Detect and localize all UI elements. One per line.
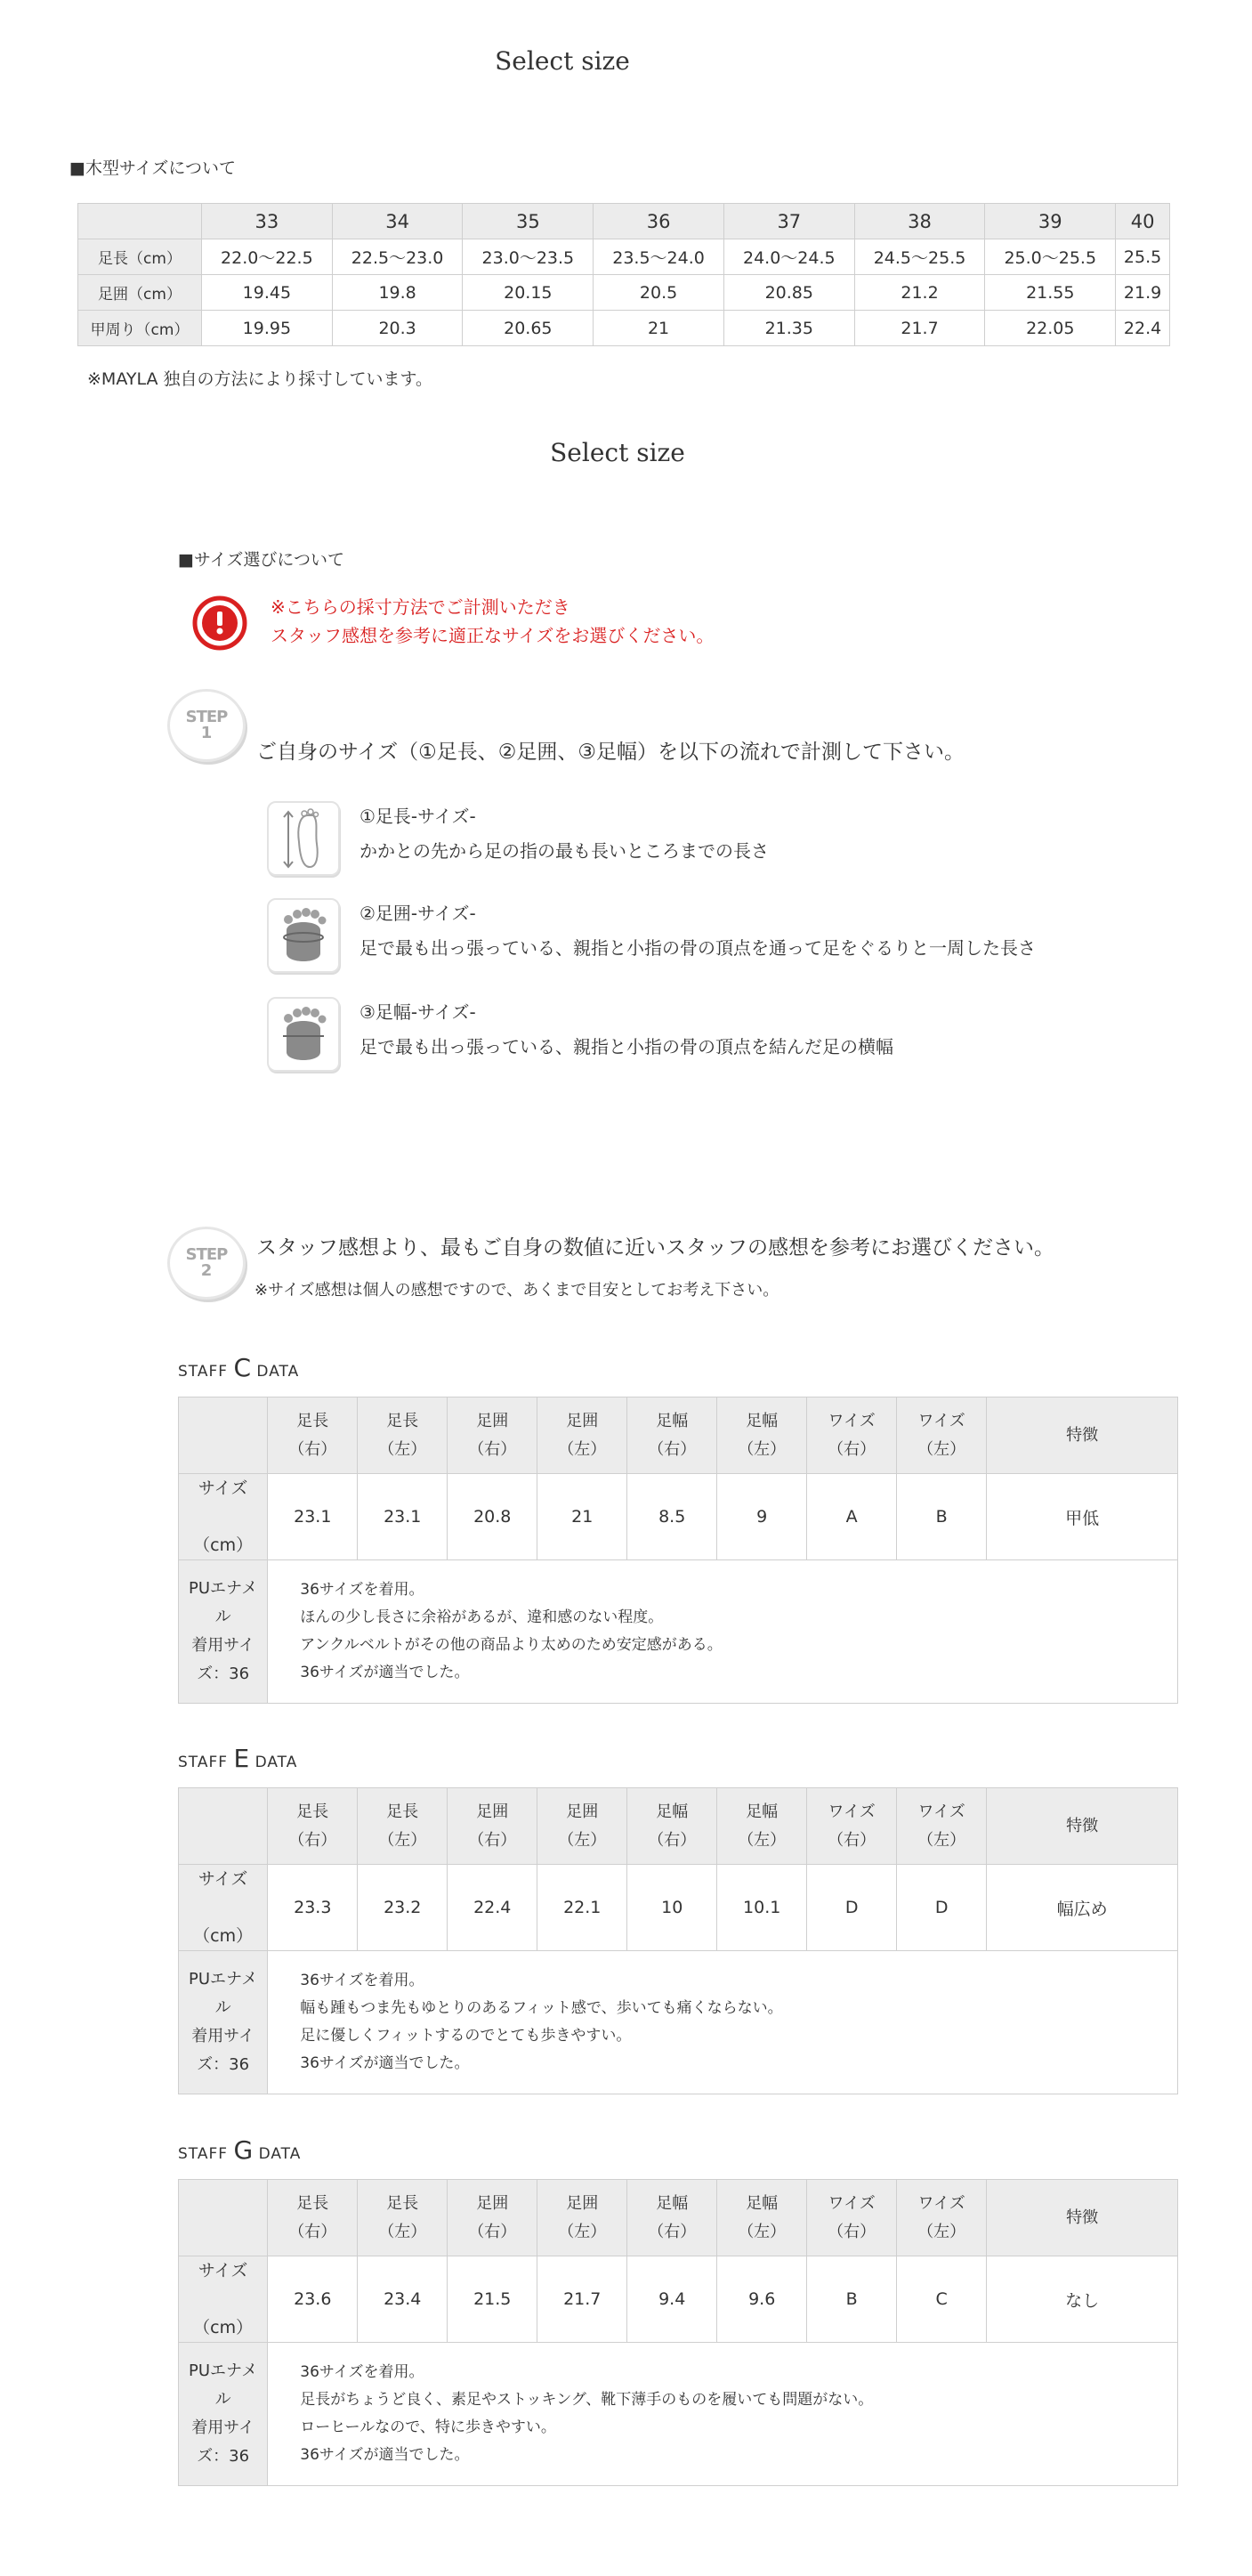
table-cell: 24.5〜25.5 — [854, 239, 985, 275]
row-header — [179, 1560, 268, 1704]
size-col-header: 36 — [594, 204, 724, 239]
col-side: （左） — [378, 2222, 427, 2241]
col-name: 足長 — [296, 2193, 329, 2213]
step2-heading: スタッフ感想より、最もご自身の数値に近いスタッフの感想を参考にお選びください。 — [256, 1236, 1054, 1260]
table-cell: 22.0〜22.5 — [202, 239, 333, 275]
row-header — [179, 1474, 268, 1560]
staff-letter: C — [233, 1353, 252, 1382]
staff-col-header — [897, 1397, 987, 1474]
feature-cell: 甲低 — [987, 1474, 1178, 1560]
staff-table-header-row — [179, 1397, 1178, 1474]
size-table-header-row — [78, 204, 1170, 239]
table-cell: 25.0〜25.5 — [985, 239, 1116, 275]
col-name: 足幅 — [656, 2193, 689, 2213]
row-head-line: ズ：36 — [197, 2447, 250, 2466]
col-side: （右） — [288, 1830, 337, 1850]
staff-comment — [268, 1951, 1178, 2094]
table-cell: 20.8 — [448, 1474, 537, 1560]
staff-prefix: STAFF — [178, 1363, 229, 1381]
staff-col-header — [358, 1397, 448, 1474]
table-cell: 20.5 — [594, 275, 724, 311]
wooden-size-note: ※MAYLA 独自の方法により採寸しています。 — [87, 369, 432, 389]
feature-header: 特徴 — [987, 2180, 1178, 2256]
col-side: （左） — [558, 1830, 607, 1850]
table-row — [179, 1560, 1178, 1704]
staff-col-header — [537, 1788, 627, 1865]
col-name: ワイズ — [917, 2193, 965, 2213]
table-cell: 22.4 — [1116, 311, 1170, 346]
staff-col-header — [448, 2180, 537, 2256]
table-cell: 21.2 — [854, 275, 985, 311]
staff-col-header — [268, 1397, 358, 1474]
exclamation-circle-icon — [190, 594, 249, 652]
row-head-line: 着用サイ — [191, 2027, 255, 2045]
staff-prefix: STAFF — [178, 2145, 229, 2163]
table-cell: 22.4 — [448, 1865, 537, 1951]
col-name: ワイズ — [828, 2193, 876, 2213]
size-col-header: 38 — [854, 204, 985, 239]
table-cell: 20.3 — [332, 311, 463, 346]
staff-table-corner — [179, 1397, 268, 1474]
staff-table-corner — [179, 2180, 268, 2256]
table-cell: 21 — [537, 1474, 627, 1560]
table-cell: 23.4 — [358, 2256, 448, 2343]
size-col-header: 37 — [723, 204, 854, 239]
table-cell: 23.2 — [358, 1865, 448, 1951]
page-title: Select size — [495, 46, 630, 76]
row-header — [179, 1951, 268, 2094]
table-row — [179, 1474, 1178, 1560]
comment-line: アンクルベルトがその他の商品より太めのため安定感がある。 — [300, 1636, 723, 1654]
staff-table — [178, 1787, 1178, 2094]
col-name: 足囲 — [476, 1411, 509, 1430]
row-head-line: PUエナメ — [188, 2361, 258, 2380]
row-head-line: （cm） — [193, 1535, 254, 1555]
col-side: （左） — [378, 1830, 427, 1850]
col-side: （右） — [468, 1830, 517, 1850]
table-cell: A — [807, 1474, 897, 1560]
size-col-header: 40 — [1116, 204, 1170, 239]
row-head-line: （cm） — [193, 1926, 254, 1946]
col-side: （右） — [468, 1439, 517, 1459]
row-header — [179, 2343, 268, 2486]
col-side: （右） — [288, 1439, 337, 1459]
col-side: （左） — [558, 1439, 607, 1459]
table-row — [179, 2256, 1178, 2343]
col-side: （右） — [648, 2222, 697, 2241]
col-side: （右） — [648, 1830, 697, 1850]
staff-table-header-row — [179, 2180, 1178, 2256]
staff-table-corner — [179, 1788, 268, 1865]
staff-col-header — [448, 1397, 537, 1474]
col-side: （右） — [828, 2222, 876, 2241]
measure-desc: 足で最も出っ張っている、親指と小指の骨の頂点を通って足をぐるりと一周した長さ — [359, 937, 1036, 959]
table-row — [179, 1951, 1178, 2094]
table-cell: 25.5 — [1116, 239, 1170, 275]
row-header: 足囲（cm） — [78, 275, 202, 311]
step-badge-number: 2 — [200, 1261, 213, 1280]
row-head-line: サイズ — [198, 1869, 248, 1889]
col-name: 足囲 — [566, 1411, 599, 1430]
staff-col-header — [448, 1788, 537, 1865]
row-head-line: ル — [214, 1608, 231, 1626]
comment-line: 幅も踵もつま先もゆとりのあるフィット感で、歩いても痛くならない。 — [300, 1999, 783, 2017]
comment-line: ローヒールなので、特に歩きやすい。 — [300, 2418, 556, 2436]
staff-col-header — [627, 2180, 717, 2256]
step1-badge — [167, 689, 246, 762]
staff-col-header — [717, 2180, 807, 2256]
comment-line: 36サイズが適当でした。 — [300, 1664, 470, 1681]
wooden-size-label: ■木型サイズについて — [69, 158, 237, 178]
feature-header: 特徴 — [987, 1788, 1178, 1865]
row-head-line: ズ：36 — [197, 1665, 250, 1683]
table-cell: 23.1 — [358, 1474, 448, 1560]
col-name: ワイズ — [828, 1411, 876, 1430]
table-cell: B — [897, 1474, 987, 1560]
wooden-size-table — [77, 203, 1170, 346]
table-cell: 22.1 — [537, 1865, 627, 1951]
table-cell: 9.6 — [717, 2256, 807, 2343]
row-head-line: （cm） — [193, 2318, 254, 2337]
table-cell: 20.65 — [463, 311, 594, 346]
table-cell: 21.7 — [537, 2256, 627, 2343]
col-name: ワイズ — [917, 1802, 965, 1821]
measure-title: ③足幅-サイズ- — [359, 1001, 476, 1023]
alert-message — [271, 593, 714, 650]
staff-label — [178, 1744, 297, 1773]
table-cell: 23.5〜24.0 — [594, 239, 724, 275]
staff-col-header — [627, 1788, 717, 1865]
col-side: （右） — [288, 2222, 337, 2241]
table-cell: 10 — [627, 1865, 717, 1951]
comment-line: 36サイズを着用。 — [300, 2363, 424, 2381]
row-head-line: PUエナメ — [188, 1970, 258, 1989]
col-name: 足囲 — [476, 1802, 509, 1821]
staff-col-header — [537, 1397, 627, 1474]
staff-suffix: DATA — [258, 2145, 302, 2163]
staff-letter: G — [233, 2135, 254, 2165]
table-cell: C — [897, 2256, 987, 2343]
staff-table — [178, 1397, 1178, 1704]
alert-line: スタッフ感想を参考に適正なサイズをお選びください。 — [271, 625, 715, 646]
size-col-header: 33 — [202, 204, 333, 239]
comment-line: 36サイズが適当でした。 — [300, 2054, 470, 2072]
row-head-line: ズ：36 — [197, 2055, 250, 2074]
staff-col-header — [358, 1788, 448, 1865]
foot-girth-icon — [267, 898, 340, 973]
row-head-line: サイズ — [198, 2261, 248, 2280]
table-cell: 23.3 — [268, 1865, 358, 1951]
staff-table — [178, 2179, 1178, 2486]
table-cell: 9 — [717, 1474, 807, 1560]
staff-col-header — [627, 1397, 717, 1474]
row-header: 足長（cm） — [78, 239, 202, 275]
size-table-corner — [78, 204, 202, 239]
row-header: 甲周り（cm） — [78, 311, 202, 346]
table-row — [179, 1865, 1178, 1951]
staff-letter: E — [233, 1744, 250, 1773]
col-name: 足幅 — [746, 2193, 779, 2213]
row-head-line: ル — [214, 2390, 231, 2409]
staff-col-header — [268, 2180, 358, 2256]
feature-header: 特徴 — [987, 1397, 1178, 1474]
col-side: （右） — [828, 1830, 876, 1850]
staff-col-header — [897, 1788, 987, 1865]
measure-desc: 足で最も出っ張っている、親指と小指の骨の頂点を結んだ足の横幅 — [359, 1036, 893, 1057]
col-name: ワイズ — [828, 1802, 876, 1821]
table-cell: 21 — [594, 311, 724, 346]
col-name: 足囲 — [566, 2193, 599, 2213]
row-head-line: サイズ — [198, 1478, 248, 1498]
row-head-line: 着用サイ — [191, 2418, 255, 2437]
table-cell: 21.5 — [448, 2256, 537, 2343]
col-name: 足長 — [386, 1802, 419, 1821]
row-header — [179, 2256, 268, 2343]
row-head-line: ル — [214, 1998, 231, 2017]
step-badge-number: 1 — [200, 724, 213, 742]
feature-cell: なし — [987, 2256, 1178, 2343]
staff-prefix: STAFF — [178, 1754, 229, 1771]
col-side: （左） — [738, 1439, 787, 1459]
table-cell: 23.0〜23.5 — [463, 239, 594, 275]
step1-heading: ご自身のサイズ（①足長、②足囲、③足幅）を以下の流れで計測して下さい。 — [256, 741, 965, 764]
table-cell: 19.45 — [202, 275, 333, 311]
staff-suffix: DATA — [254, 1754, 298, 1771]
col-name: 足囲 — [476, 2193, 509, 2213]
comment-line: 36サイズを着用。 — [300, 1972, 424, 1989]
measure-title: ②足囲-サイズ- — [359, 903, 476, 924]
staff-col-header — [358, 2180, 448, 2256]
col-name: ワイズ — [917, 1411, 965, 1430]
table-cell: B — [807, 2256, 897, 2343]
col-side: （右） — [648, 1439, 697, 1459]
staff-col-header — [717, 1397, 807, 1474]
measure-title: ①足長-サイズ- — [359, 806, 476, 827]
table-cell: 19.8 — [332, 275, 463, 311]
col-name: 足幅 — [746, 1802, 779, 1821]
size-col-header: 35 — [463, 204, 594, 239]
table-cell: 22.05 — [985, 311, 1116, 346]
table-row — [78, 239, 1170, 275]
table-cell: 21.35 — [723, 311, 854, 346]
table-cell: 22.5〜23.0 — [332, 239, 463, 275]
comment-line: 36サイズが適当でした。 — [300, 2446, 470, 2464]
section-title: Select size — [550, 438, 685, 467]
table-cell: 21.55 — [985, 275, 1116, 311]
staff-col-header — [268, 1788, 358, 1865]
staff-comment — [268, 1560, 1178, 1704]
table-cell: 20.85 — [723, 275, 854, 311]
comment-line: 足に優しくフィットするのでとても歩きやすい。 — [300, 2027, 632, 2045]
col-name: 足囲 — [566, 1802, 599, 1821]
table-cell: D — [897, 1865, 987, 1951]
col-name: 足長 — [386, 2193, 419, 2213]
step-badge-text: STEP — [185, 708, 228, 726]
comment-line: 足長がちょうど良く、素足やストッキング、靴下薄手のものを履いても問題がない。 — [300, 2391, 874, 2409]
step-badge-text: STEP — [185, 1245, 228, 1264]
col-name: 足幅 — [746, 1411, 779, 1430]
col-name: 足長 — [386, 1411, 419, 1430]
feature-cell: 幅広め — [987, 1865, 1178, 1951]
size-col-header: 39 — [985, 204, 1116, 239]
alert-line: ※こちらの採寸方法でご計測いただき — [271, 596, 570, 618]
table-cell: 24.0〜24.5 — [723, 239, 854, 275]
table-cell: 10.1 — [717, 1865, 807, 1951]
staff-col-header — [537, 2180, 627, 2256]
size-guide-label: ■サイズ選びについて — [178, 550, 345, 570]
col-side: （右） — [468, 2222, 517, 2241]
col-name: 足長 — [296, 1802, 329, 1821]
table-cell: 20.15 — [463, 275, 594, 311]
row-head-line: 着用サイ — [191, 1636, 255, 1655]
comment-line: ほんの少し長さに余裕があるが、違和感のない程度。 — [300, 1608, 664, 1626]
staff-table-header-row — [179, 1788, 1178, 1865]
size-col-header: 34 — [332, 204, 463, 239]
staff-col-header — [807, 2180, 897, 2256]
table-row — [78, 275, 1170, 311]
foot-length-icon — [267, 801, 340, 876]
table-cell: 19.95 — [202, 311, 333, 346]
table-cell: 21.7 — [854, 311, 985, 346]
col-name: 足幅 — [656, 1411, 689, 1430]
table-cell: 23.6 — [268, 2256, 358, 2343]
col-name: 足長 — [296, 1411, 329, 1430]
table-cell: 21.9 — [1116, 275, 1170, 311]
col-side: （左） — [917, 2222, 966, 2241]
col-side: （左） — [378, 1439, 427, 1459]
measure-desc: かかとの先から足の指の最も長いところまでの長さ — [359, 840, 769, 862]
staff-col-header — [717, 1788, 807, 1865]
table-cell: D — [807, 1865, 897, 1951]
col-side: （左） — [917, 1830, 966, 1850]
step2-note: ※サイズ感想は個人の感想ですので、あくまで目安としてお考え下さい。 — [254, 1281, 779, 1300]
comment-line: 36サイズを着用。 — [300, 1581, 424, 1599]
table-cell: 8.5 — [627, 1474, 717, 1560]
table-cell: 23.1 — [268, 1474, 358, 1560]
staff-col-header — [807, 1397, 897, 1474]
col-side: （左） — [738, 2222, 787, 2241]
col-side: （左） — [917, 1439, 966, 1459]
col-side: （左） — [558, 2222, 607, 2241]
row-head-line: PUエナメ — [188, 1579, 258, 1598]
staff-col-header — [807, 1788, 897, 1865]
foot-width-icon — [267, 997, 340, 1072]
col-name: 足幅 — [656, 1802, 689, 1821]
table-row — [179, 2343, 1178, 2486]
staff-label — [178, 1353, 299, 1382]
step2-badge — [167, 1227, 246, 1300]
table-cell: 9.4 — [627, 2256, 717, 2343]
staff-suffix: DATA — [256, 1363, 300, 1381]
staff-label — [178, 2135, 301, 2165]
staff-col-header — [897, 2180, 987, 2256]
col-side: （右） — [828, 1439, 876, 1459]
table-row — [78, 311, 1170, 346]
staff-comment — [268, 2343, 1178, 2486]
row-header — [179, 1865, 268, 1951]
col-side: （左） — [738, 1830, 787, 1850]
